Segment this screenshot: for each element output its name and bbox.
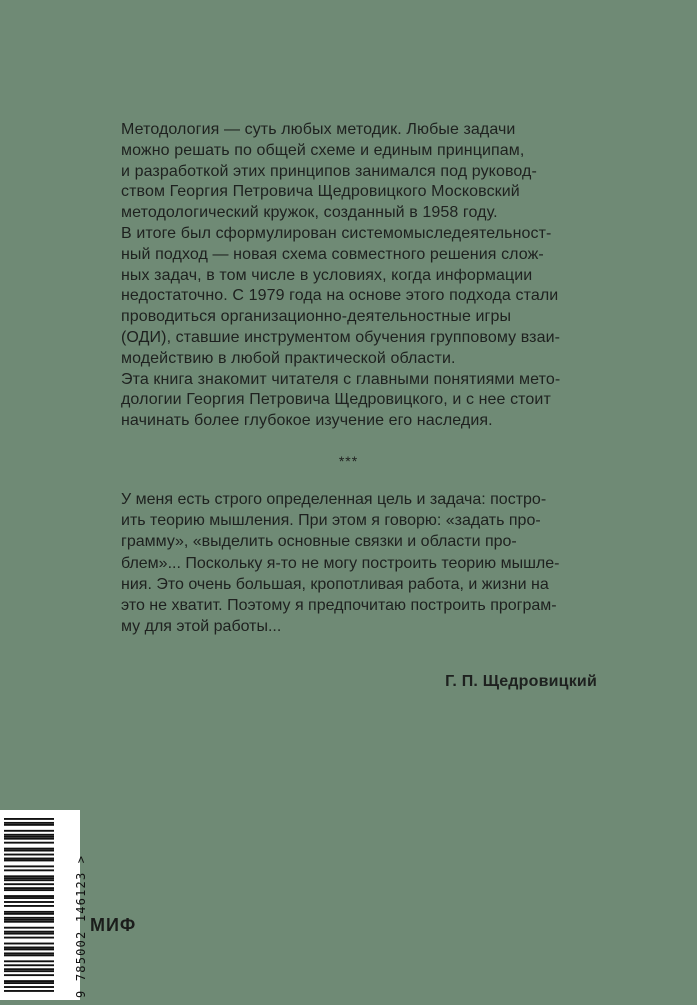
- quote-line: му для этой работы...: [121, 618, 282, 636]
- barcode-bar: [4, 905, 54, 907]
- barcode-bar: [4, 964, 54, 966]
- barcode-bar: [4, 954, 54, 956]
- barcode-bar: [4, 952, 54, 954]
- barcode-bar: [4, 860, 54, 862]
- barcode-bar: [4, 927, 54, 929]
- annotation-line: Методология — суть любых методик. Любые задачи: [121, 121, 516, 138]
- barcode-bar: [4, 937, 54, 939]
- quote-line: У меня есть строго определенная цель и задача: постро-: [121, 491, 547, 508]
- annotation-line: дологии Георгия Петровича Щедровицкого, и с нее стоит: [121, 391, 551, 409]
- publisher-logo: МИФ: [90, 915, 137, 935]
- barcode-bar: [4, 960, 54, 962]
- author-quote: [121, 489, 621, 637]
- annotation-text: [121, 120, 621, 432]
- barcode-bar: [4, 889, 54, 891]
- barcode-bar: [4, 836, 54, 838]
- barcode-bar: [4, 947, 54, 949]
- section-separator: ***: [338, 453, 359, 469]
- barcode-bar: [4, 911, 54, 913]
- barcode-bar: [4, 982, 54, 984]
- barcode-bar: [4, 980, 54, 982]
- barcode-bar: [4, 850, 54, 852]
- isbn-digits: 9 785002 146123 >: [74, 854, 88, 998]
- barcode-bar: [4, 901, 54, 903]
- barcode-bar: [4, 970, 54, 972]
- barcode-bar: [4, 943, 54, 945]
- annotation-line: ством Георгия Петровича Щедровицкого Московский: [121, 183, 520, 201]
- annotation-line: модействию в любой практической области.: [121, 349, 456, 367]
- barcode-bar: [4, 875, 54, 877]
- annotation-line: (ОДИ), ставшие инструментом обучения групповому взаи-: [121, 328, 561, 346]
- barcode-bar: [4, 968, 54, 970]
- barcode-bar: [4, 838, 54, 840]
- barcode-bar: [4, 824, 54, 826]
- barcode-bar: [4, 913, 54, 915]
- annotation-line: ных задач, в том числе в условиях, когда информации: [121, 266, 533, 284]
- barcode-bar: [4, 830, 54, 832]
- quote-line: блем»... Поскольку я-то не могу построить теорию мышле-: [121, 554, 560, 572]
- annotation-line: Эта книга знакомит читателя с главными понятиями мето-: [121, 370, 561, 388]
- barcode-bar: [4, 877, 54, 879]
- barcode-bar: [4, 917, 54, 919]
- barcode-bar: [4, 895, 54, 897]
- barcode-bar: [4, 879, 54, 881]
- barcode-bar: [4, 933, 54, 935]
- barcode-bar: [4, 931, 54, 933]
- barcode-graphic: [0, 810, 80, 1000]
- barcode-bar: [4, 818, 54, 820]
- barcode-bar: [4, 921, 54, 923]
- barcode-bar: [4, 897, 54, 899]
- barcode-bar: [4, 865, 54, 867]
- barcode-bar: [4, 848, 54, 850]
- barcode-bar: [4, 822, 54, 824]
- barcode-bar: [4, 842, 54, 844]
- barcode-bar: [4, 854, 54, 856]
- quote-line: ния. Это очень большая, кропотливая работа, и жизни на: [121, 575, 549, 593]
- barcode-bar: [4, 986, 54, 988]
- quote-line: ить теорию мышления. При этом я говорю: «задать про-: [121, 512, 541, 530]
- annotation-line: начинать более глубокое изучение его наследия.: [121, 412, 493, 430]
- barcode-bar: [4, 883, 54, 885]
- quote-line: грамму», «выделить основные связки и области про-: [121, 533, 517, 551]
- annotation-line: проводиться организационно-деятельностные игры: [121, 308, 512, 326]
- quote-author: Г. П. Щедровицкий: [445, 673, 597, 690]
- barcode-bar: [4, 919, 54, 921]
- annotation-line: В итоге был сформулирован системомыследеятельност-: [121, 224, 552, 242]
- barcode-bar: [4, 869, 54, 871]
- barcode-bar: [4, 949, 54, 951]
- annotation-line: ный подход — новая схема совместного решения слож-: [121, 245, 544, 263]
- barcode-bar: [4, 974, 54, 976]
- barcode-bar: [4, 834, 54, 836]
- quote-line: это не хватит. Поэтому я предпочитаю построить програм-: [121, 597, 557, 615]
- barcode-bar: [4, 887, 54, 889]
- annotation-line: и разработкой этих принципов занимался под руковод-: [121, 162, 537, 180]
- isbn-barcode: [0, 810, 80, 1000]
- annotation-line: можно решать по общей схеме и единым принципам,: [121, 141, 525, 159]
- barcode-bar: [4, 990, 54, 992]
- annotation-line: методологический кружок, созданный в 1958 году.: [121, 204, 498, 222]
- annotation-line: недостаточно. С 1979 года на основе этого подхода стали: [121, 287, 559, 305]
- barcode-bar: [4, 858, 54, 860]
